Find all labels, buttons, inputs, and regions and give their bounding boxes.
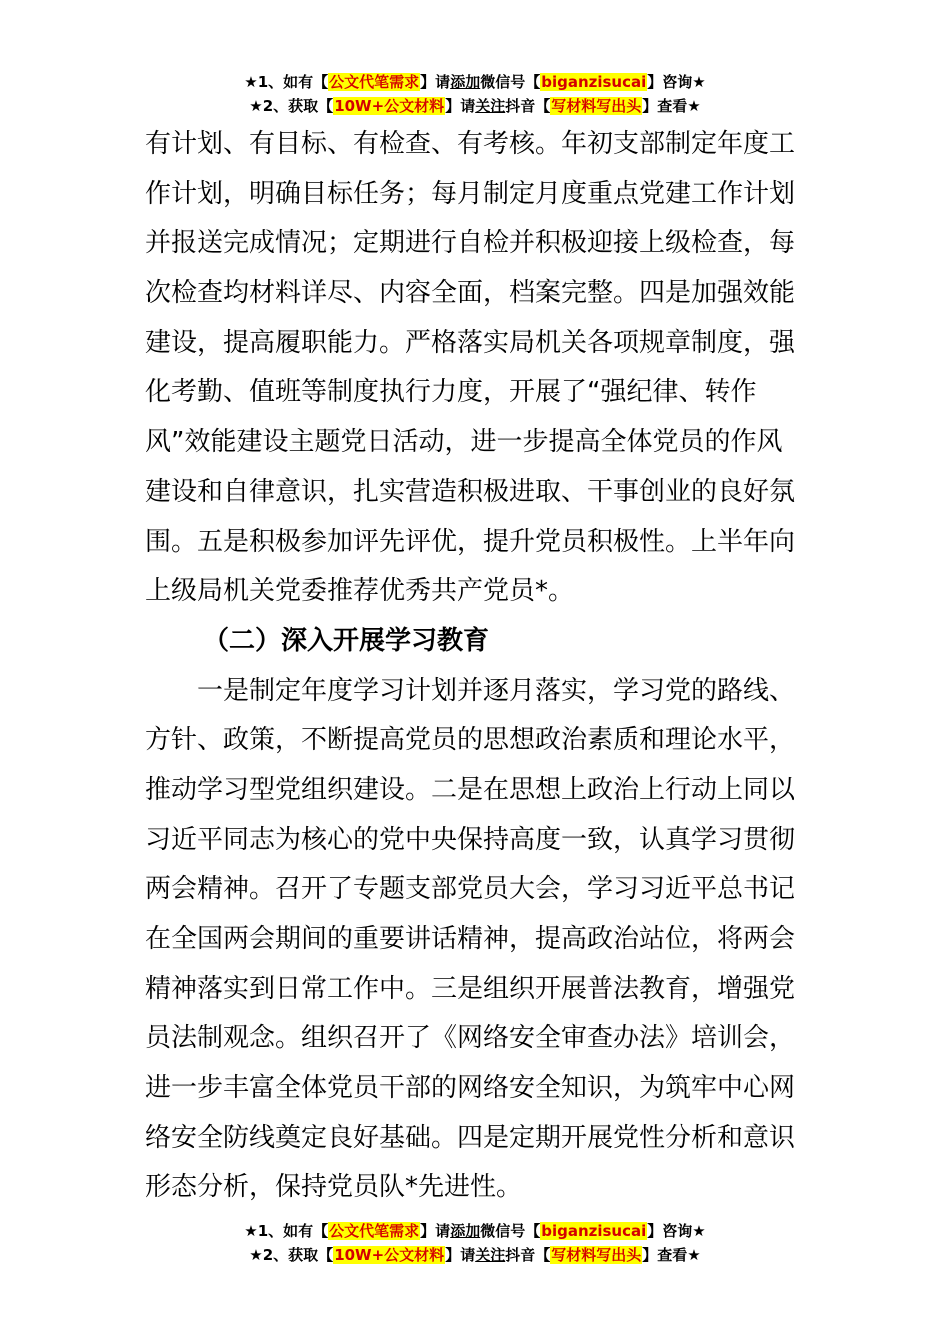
banner-line-2 — [0, 1243, 950, 1267]
banner-underlined-text: 关注 — [475, 97, 506, 115]
bottom-banner — [0, 1219, 950, 1267]
text-line: 上级局机关党委推荐优秀共产党员*。 — [145, 576, 575, 607]
banner-highlight: 公文代笔需求 — [329, 73, 420, 91]
banner-text: 】请 — [420, 1222, 451, 1240]
paragraph-1 — [145, 120, 810, 617]
text-line: 习近平同志为核心的党中央保持高度一致，认真学习贯彻 — [145, 824, 796, 855]
text-line: 进一步丰富全体党员干部的网络安全知识，为筑牢中心网 — [145, 1073, 796, 1104]
banner-text: 抖音【 — [505, 97, 551, 115]
text-line: 络安全防线奠定良好基础。四是定期开展党性分析和意识 — [145, 1122, 796, 1153]
text-line: 两会精神。召开了专题支部党员大会，学习习近平总书记 — [145, 874, 796, 905]
banner-highlight: 写材料写出头 — [551, 97, 642, 115]
section-heading: （二）深入开展学习教育 — [203, 625, 490, 656]
banner-line-2 — [0, 94, 950, 118]
text-line: 形态分析，保持党员队*先进性。 — [145, 1172, 523, 1203]
banner-text: 抖音【 — [505, 1246, 551, 1264]
banner-highlight: 10W+公文材料 — [334, 1246, 445, 1264]
document-body — [145, 120, 810, 1213]
paragraph-2 — [145, 667, 810, 1214]
banner-line-1 — [0, 70, 950, 94]
banner-text: ★2、获取【 — [249, 97, 334, 115]
text-line: 在全国两会期间的重要讲话精神，提高政治站位，将两会 — [145, 924, 796, 954]
text-line: 次检查均材料详尽、内容全面，档案完整。四是加强效能 — [145, 278, 796, 309]
banner-underlined-text: 关注 — [475, 1246, 506, 1264]
banner-text: ★2、获取【 — [249, 1246, 334, 1264]
banner-text: 】查看★ — [642, 1246, 701, 1264]
banner-highlight: biganzisucai — [541, 73, 647, 91]
banner-highlight: biganzisucai — [541, 1222, 647, 1240]
banner-highlight: 公文代笔需求 — [329, 1222, 420, 1240]
text-line: 建设，提高履职能力。严格落实局机关各项规章制度，强 — [145, 327, 796, 358]
banner-text: 】请 — [445, 97, 476, 115]
banner-text: ★1、如有【 — [244, 1222, 329, 1240]
banner-underlined-text: 添加 — [450, 73, 481, 91]
banner-text: 】咨询★ — [647, 1222, 706, 1240]
text-line: 员法制观念。组织召开了《网络安全审查办法》培训会， — [145, 1023, 796, 1054]
text-line: 并报送完成情况；定期进行自检并积极迎接上级检查，每 — [145, 228, 796, 259]
text-line: 作计划，明确目标任务；每月制定月度重点党建工作计划 — [145, 178, 796, 209]
text-line: 围。五是积极参加评先评优，提升党员积极性。上半年向 — [145, 526, 796, 557]
banner-text: ★1、如有【 — [244, 73, 329, 91]
banner-text: 】查看★ — [642, 97, 701, 115]
top-banner — [0, 70, 950, 118]
banner-text: 微信号【 — [480, 73, 541, 91]
banner-text: 】请 — [420, 73, 451, 91]
banner-text: 】请 — [445, 1246, 476, 1264]
text-line: 风”效能建设主题党日活动，进一步提高全体党员的作风 — [145, 427, 783, 458]
text-line: 有计划、有目标、有检查、有考核。年初支部制定年度工 — [145, 129, 796, 159]
banner-highlight: 写材料写出头 — [551, 1246, 642, 1264]
text-line: 建设和自律意识，扎实营造积极进取、干事创业的良好氛 — [145, 476, 796, 507]
text-line: 一是制定年度学习计划并逐月落实，学习党的路线、 — [197, 675, 796, 706]
text-line: 精神落实到日常工作中。三是组织开展普法教育，增强党 — [145, 973, 796, 1004]
text-line: 化考勤、值班等制度执行力度，开展了“强纪律、转作 — [145, 377, 757, 408]
banner-text: 微信号【 — [480, 1222, 541, 1240]
banner-text: 】咨询★ — [647, 73, 706, 91]
text-line: 方针、政策，不断提高党员的思想政治素质和理论水平， — [145, 725, 796, 756]
text-line: 推动学习型党组织建设。二是在思想上政治上行动上同以 — [145, 774, 796, 805]
banner-line-1 — [0, 1219, 950, 1243]
banner-underlined-text: 添加 — [450, 1222, 481, 1240]
banner-highlight: 10W+公文材料 — [334, 97, 445, 115]
